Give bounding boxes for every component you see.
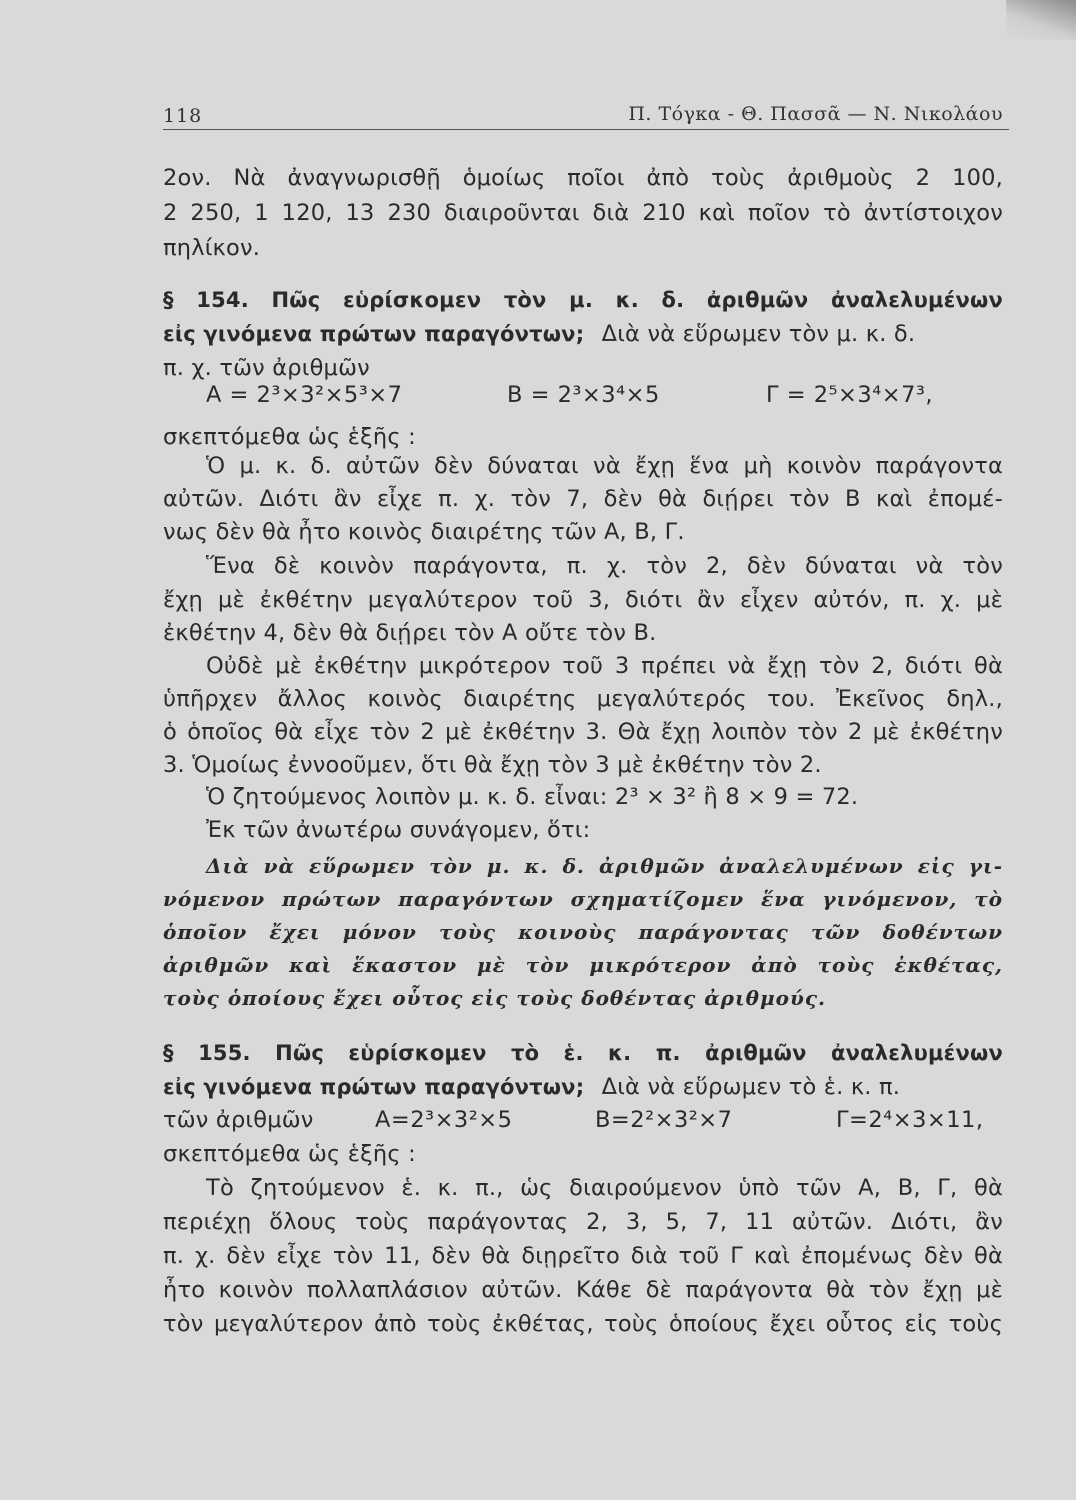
text-line: ὁ ὁποῖος θὰ εἶχε τὸν 2 μὲ ἐκθέτην 3. Θὰ ἔχῃ λοιπὸν τὸν 2 μὲ ἐκθέτην xyxy=(163,719,1003,745)
section-154-question: εἰς γινόμενα πρώτων παραγόντων; xyxy=(163,322,585,346)
rule-line: ἀριθμῶν καὶ ἕκαστον μὲ τὸν μικρότερον ἀπὸ τοὺς ἐκθέτας, xyxy=(163,953,1003,977)
formula-a: Α = 2³×3²×5³×7 xyxy=(206,382,403,408)
section-154-heading-cont xyxy=(163,321,915,347)
rule-line: τοὺς ὁποίους ἔχει οὗτος εἰς τοὺς δοθέντας ἀριθμούς. xyxy=(163,986,826,1010)
text-line: Ὁ ζητούμενος λοιπὸν μ. κ. δ. εἶναι: 2³ × 3² ἢ 8 × 9 = 72. xyxy=(206,784,859,810)
formula-c: Γ = 2⁵×3⁴×7³, xyxy=(766,382,934,408)
text-segment: Διὰ νὰ εὕρωμεν τὸ ἑ. κ. π. xyxy=(601,1074,901,1100)
text-line: πηλίκον. xyxy=(163,235,261,261)
text-line: π. χ. τῶν ἀριθμῶν xyxy=(163,355,370,381)
text-line: Ἐκ τῶν ἀνωτέρω συνάγομεν, ὅτι: xyxy=(206,817,591,843)
text-line: Ὁ μ. κ. δ. αὐτῶν δὲν δύναται νὰ ἔχῃ ἕνα μὴ κοινὸν παράγοντα xyxy=(206,453,1003,479)
section-155-question: εἰς γινόμενα πρώτων παραγόντων; xyxy=(163,1075,585,1099)
book-page xyxy=(163,95,1009,1337)
scan-edge-shadow xyxy=(1006,0,1076,40)
text-line: σκεπτόμεθα ὡς ἑξῆς : xyxy=(163,1141,416,1167)
section-154-heading: § 154. Πῶς εὑρίσκομεν τὸν μ. κ. δ. ἀριθμῶν ἀναλελυμένων xyxy=(163,288,1003,312)
text-line: Τὸ ζητούμενον ἑ. κ. π., ὡς διαιρούμενον ὑπὸ τῶν Α, Β, Γ, θὰ xyxy=(206,1175,1003,1201)
text-line: ὑπῆρχεν ἄλλος κοινὸς διαιρέτης μεγαλύτερός του. Ἐκεῖνος δηλ., xyxy=(163,686,1003,712)
text-line: τῶν ἀριθμῶν xyxy=(163,1107,314,1133)
text-line: Οὐδὲ μὲ ἐκθέτην μικρότερον τοῦ 3 πρέπει νὰ ἔχῃ τὸν 2, διότι θὰ xyxy=(206,653,1003,679)
text-segment: Διὰ νὰ εὕρωμεν τὸν μ. κ. δ. xyxy=(601,321,916,347)
authors-header: Π. Τόγκα - Θ. Πασσᾶ — Ν. Νικολάου xyxy=(628,103,1003,125)
text-line: περιέχῃ ὅλους τοὺς παράγοντας 2, 3, 5, 7, 11 αὐτῶν. Διότι, ἂν xyxy=(163,1209,1003,1235)
section-155-heading: § 155. Πῶς εὑρίσκομεν τὸ ἑ. κ. π. ἀριθμῶν ἀναλελυμένων xyxy=(163,1041,1003,1065)
text-line: τὸν μεγαλύτερον ἀπὸ τοὺς ἐκθέτας, τοὺς ὁποίους ἔχει οὗτος εἰς τοὺς xyxy=(163,1311,1003,1337)
text-line: ἐκθέτην 4, δὲν θὰ διῄρει τὸν Α οὔτε τὸν Β. xyxy=(163,620,657,646)
formula2-b: Β=2²×3²×7 xyxy=(595,1107,733,1133)
formula2-a: Α=2³×3²×5 xyxy=(375,1107,513,1133)
text-line: Ἕνα δὲ κοινὸν παράγοντα, π. χ. τὸν 2, δὲν δύναται νὰ τὸν xyxy=(206,553,1003,579)
section-155-heading-cont xyxy=(163,1074,900,1100)
text-line: αὐτῶν. Διότι ἂν εἶχε π. χ. τὸν 7, δὲν θὰ διῄρει τὸν Β καὶ ἐπομέ- xyxy=(163,486,1003,512)
text-line: ἦτο κοινὸν πολλαπλάσιον αὐτῶν. Κάθε δὲ παράγοντα θὰ τὸν ἔχῃ μὲ xyxy=(163,1277,1003,1303)
text-line: 3. Ὁμοίως ἐννοοῦμεν, ὅτι θὰ ἔχῃ τὸν 3 μὲ ἐκθέτην τὸν 2. xyxy=(163,752,822,778)
rule-line: ὁποῖον ἔχει μόνον τοὺς κοινοὺς παράγοντας τῶν δοθέντων xyxy=(163,920,1003,944)
formula2-c: Γ=2⁴×3×11, xyxy=(836,1107,984,1133)
text-line: 2ον. Νὰ ἀναγνωρισθῇ ὁμοίως ποῖοι ἀπὸ τοὺς ἀριθμοὺς 2 100, xyxy=(163,165,1003,191)
text-line: ἔχῃ μὲ ἐκθέτην μεγαλύτερον τοῦ 3, διότι ἂν εἶχεν αὐτόν, π. χ. μὲ xyxy=(163,587,1003,613)
rule-line: νόμενον πρώτων παραγόντων σχηματίζομεν ἕνα γινόμενον, τὸ xyxy=(163,887,1003,911)
running-header xyxy=(163,95,1009,130)
text-line: 2 250, 1 120, 13 230 διαιροῦνται διὰ 210 καὶ ποῖον τὸ ἀντίστοιχον xyxy=(163,200,1003,226)
text-line: νως δὲν θὰ ἦτο κοινὸς διαιρέτης τῶν Α, Β, Γ. xyxy=(163,519,685,545)
text-line: σκεπτόμεθα ὡς ἑξῆς : xyxy=(163,424,416,450)
text-line: π. χ. δὲν εἶχε τὸν 11, δὲν θὰ διῃρεῖτο διὰ τοῦ Γ καὶ ἐπομένως δὲν θὰ xyxy=(163,1243,1003,1269)
formula-b: Β = 2³×3⁴×5 xyxy=(507,382,660,408)
page-number: 118 xyxy=(163,105,203,127)
rule-line: Διὰ νὰ εὕρωμεν τὸν μ. κ. δ. ἀριθμῶν ἀναλελυμένων εἰς γι- xyxy=(206,854,1003,878)
